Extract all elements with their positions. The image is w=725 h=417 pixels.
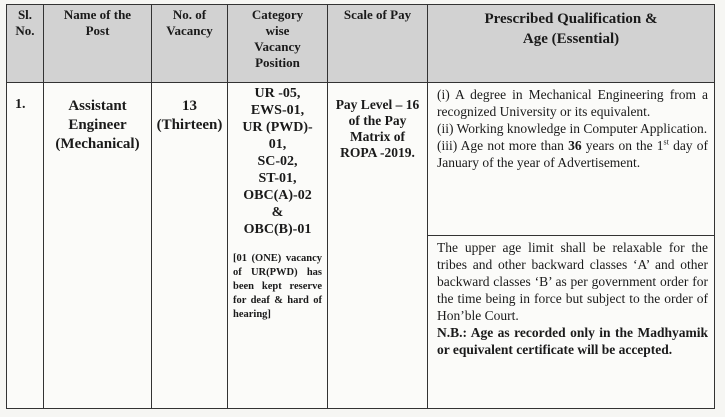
- pay-line1: Pay Level – 16: [335, 97, 420, 112]
- nb-text: N.B.: Age as recorded only in the Madhyamik or equivalent certificate will be accepted.: [437, 325, 708, 357]
- header-qual-line2: Age (Essential): [522, 31, 620, 47]
- cell-category: [228, 83, 328, 409]
- age-value: 36: [568, 138, 582, 153]
- header-pay-scale: [328, 5, 428, 83]
- header-category-line4: Position: [255, 55, 300, 70]
- cell-vacancy: [152, 83, 228, 409]
- category-line: 01,: [268, 137, 287, 152]
- age-text-a: (iii) Age not more than: [437, 138, 569, 153]
- header-sl-line2: No.: [15, 23, 35, 38]
- category-line: UR (PWD)-: [242, 120, 313, 135]
- header-row: [7, 5, 715, 83]
- header-post-line1: Name of the: [63, 7, 132, 22]
- cell-post-name: [44, 83, 152, 409]
- table-row: [7, 83, 715, 409]
- header-vacancy-line1: No. of: [172, 7, 207, 22]
- header-category: [228, 5, 328, 83]
- header-post-line2: Post: [85, 23, 110, 38]
- header-qualification: [428, 5, 715, 83]
- category-line: SC-02,: [257, 154, 298, 169]
- header-sl-line1: Sl.: [17, 7, 33, 22]
- cell-pay-scale: [328, 83, 428, 409]
- header-category-line3: Vacancy: [254, 39, 301, 54]
- nb-note: [437, 324, 708, 358]
- qualification-degree: (i) A degree in Mechanical Engineering from a recognized University or its equivalent.: [437, 87, 708, 119]
- qualification-essential: [428, 83, 714, 236]
- category-line: EWS-01,: [250, 103, 305, 118]
- category-line: &: [271, 205, 284, 220]
- post-line3: (Mechanical): [55, 136, 140, 152]
- post-line1: Assistant: [68, 98, 127, 114]
- category-note: [01 (ONE) vacancy of UR(PWD) has been kept reserve for deaf & hard of hearing]: [233, 253, 322, 320]
- header-post-name: [44, 5, 152, 83]
- qualification-computer: (ii) Working knowledge in Computer Application.: [437, 121, 708, 136]
- cell-qualification: [428, 83, 715, 409]
- post-line2: Engineer: [68, 117, 127, 133]
- age-text-c: day of January of the year of Advertisement.: [437, 138, 708, 170]
- vacancy-count: 13: [182, 98, 197, 114]
- category-line: OBC(A)-02: [243, 188, 312, 203]
- header-vacancy-line2: Vacancy: [166, 23, 213, 38]
- pay-line4: ROPA -2019.: [340, 145, 415, 160]
- header-vacancy: [152, 5, 228, 83]
- header-sl-no: [7, 5, 44, 83]
- age-text-b: years on the 1: [581, 138, 664, 153]
- header-qual-line1: Prescribed Qualification &: [484, 11, 658, 27]
- category-line: ST-01,: [258, 171, 297, 186]
- vacancy-words: (Thirteen): [156, 117, 223, 133]
- category-line: OBC(B)-01: [243, 222, 312, 237]
- pay-line2: of the Pay: [348, 113, 407, 128]
- relaxation-text: The upper age limit shall be relaxable for the tribes and other backward classes ‘A’ and other backward classes ‘B’ as per government order for the time being in force but subject to the order of Hon’ble Court.: [437, 240, 708, 323]
- header-pay-label: Scale of Pay: [343, 7, 412, 22]
- qualification-relaxation: [428, 236, 714, 362]
- header-category-line2: wise: [265, 23, 290, 38]
- age-ordinal: st: [663, 137, 669, 147]
- category-line: UR -05,: [254, 86, 301, 101]
- qualification-age-limit: [437, 137, 708, 171]
- header-category-line1: Category: [251, 7, 304, 22]
- vacancy-table: [6, 4, 715, 409]
- pay-line3: Matrix of: [349, 129, 406, 144]
- cell-sl-no: 1.: [7, 83, 44, 409]
